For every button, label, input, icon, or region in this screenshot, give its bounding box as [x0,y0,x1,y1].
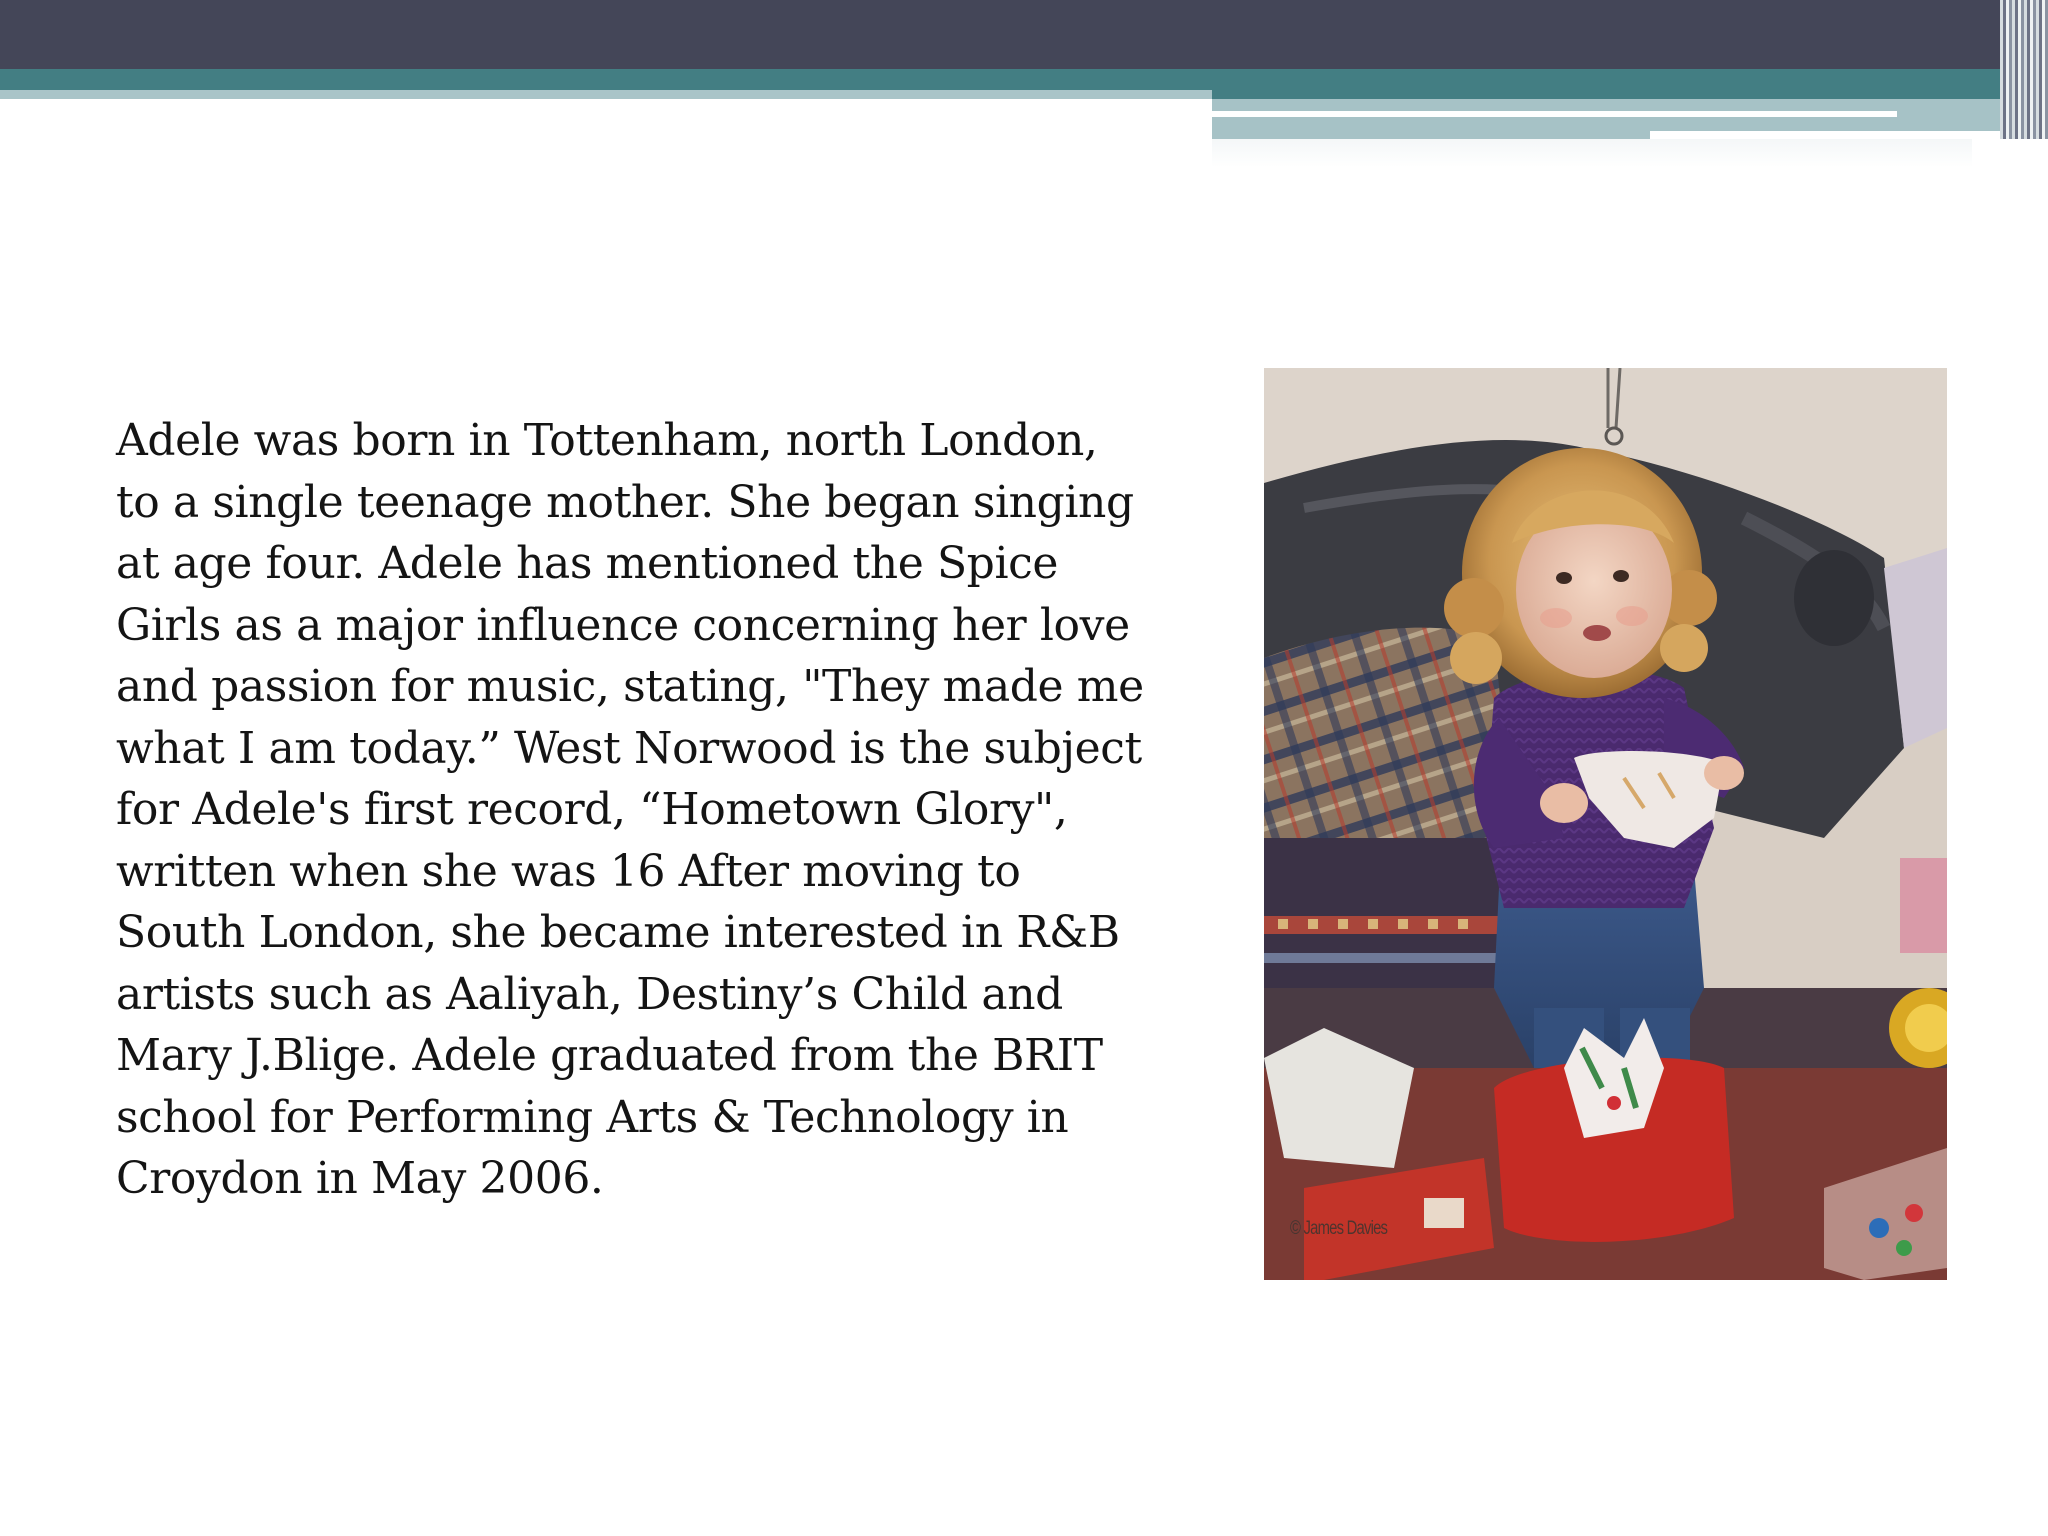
header-fade [1212,139,1972,167]
body-line: what I am today.” West Norwood is the subject [116,722,1142,774]
slide-body-text [116,410,1206,1210]
header-light-band-left [0,90,1212,99]
header-white-notch [1650,131,2048,139]
body-line: Girls as a major influence concerning her love [116,599,1130,651]
body-line: Croydon in May 2006. [116,1153,604,1204]
body-line: at age four. Adele has mentioned the Spice [116,538,1059,589]
body-line: South London, she became interested in R&B [116,907,1120,958]
childhood-photo [1264,368,1947,1280]
body-line: to a single teenage mother. She began singing [116,476,1134,528]
body-line: Adele was born in Tottenham, north London, [116,415,1098,466]
body-line: artists such as Aaliyah, Destiny’s Child and [116,968,1063,1020]
body-line: for Adele's first record, “Hometown Glory", [116,784,1068,835]
header-accent-band-left [0,69,1212,90]
body-line: Mary J.Blige. Adele graduated from the BRIT [116,1030,1103,1081]
header-accent-band-right [1212,69,2048,99]
header-white-rule [1212,111,1897,117]
photo-credit: © James Davies [1290,1218,1388,1239]
body-line: written when she was 16 After moving to [116,845,1021,897]
header-stripe-ornament [2000,0,2048,139]
body-line: school for Performing Arts & Technology in [116,1091,1069,1143]
header-bar [0,0,2048,69]
photo-illustration [1264,368,1947,1280]
body-line: and passion for music, stating, "They made me [116,661,1144,712]
